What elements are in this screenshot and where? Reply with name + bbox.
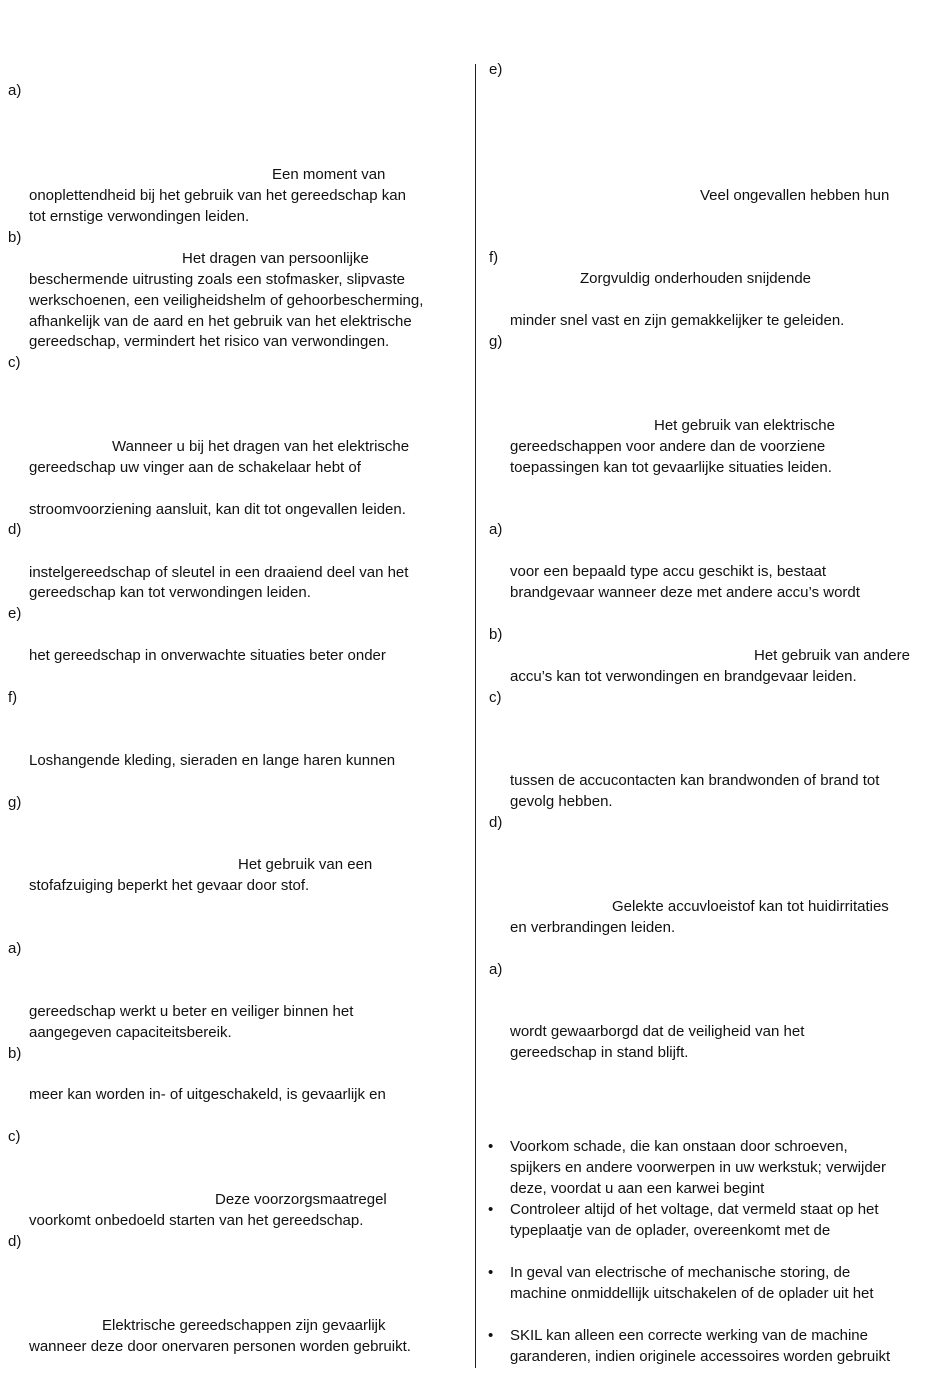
bullet-text-line: deze, voordat u aan een karwei begint xyxy=(510,1180,765,1197)
text-line: wordt gewaarborgd dat de veiligheid van het xyxy=(510,1023,805,1040)
text-line: tussen de accucontacten kan brandwonden of brand tot xyxy=(510,772,880,789)
bullet-icon: • xyxy=(488,1138,494,1155)
text-line: gevolg hebben. xyxy=(510,793,613,810)
text-line: wanneer deze door onervaren personen worden gebruikt. xyxy=(29,1338,411,1355)
text-line: meer kan worden in- of uitgeschakeld, is gevaarlijk en xyxy=(29,1086,386,1103)
text-line: Deze voorzorgsmaatregel xyxy=(215,1191,387,1208)
item-marker: b) xyxy=(8,229,22,246)
bullet-icon: • xyxy=(488,1264,494,1281)
text-line: Een moment van xyxy=(272,166,386,183)
text-line: gereedschap werkt u beter en veiliger binnen het xyxy=(29,1003,354,1020)
text-line: beschermende uitrusting zoals een stofmasker, slipvaste xyxy=(29,271,406,288)
bullet-text-line: SKIL kan alleen een correcte werking van de machine xyxy=(510,1327,868,1344)
text-line: Wanneer u bij het dragen van het elektrische xyxy=(112,438,410,455)
item-marker: g) xyxy=(8,794,22,811)
item-marker: b) xyxy=(8,1045,22,1062)
item-marker: f) xyxy=(489,249,499,266)
item-marker: b) xyxy=(489,626,503,643)
text-line: minder snel vast en zijn gemakkelijker te geleiden. xyxy=(510,312,845,329)
text-line: Elektrische gereedschappen zijn gevaarlijk xyxy=(102,1317,386,1334)
text-line: werkschoenen, een veiligheidshelm of gehoorbescherming, xyxy=(29,292,424,309)
text-line: Zorgvuldig onderhouden snijdende xyxy=(580,270,812,287)
text-line: Het gebruik van een xyxy=(238,856,373,873)
item-marker: d) xyxy=(8,1233,22,1250)
text-line: Veel ongevallen hebben hun xyxy=(700,187,890,204)
item-marker: f) xyxy=(8,689,18,706)
bullet-text-line: Controleer altijd of het voltage, dat vermeld staat op het xyxy=(510,1201,879,1218)
bullet-text-line: spijkers en andere voorwerpen in uw werkstuk; verwijder xyxy=(510,1159,886,1176)
text-line: het gereedschap in onverwachte situaties beter onder xyxy=(29,647,386,664)
column-divider xyxy=(475,64,476,1368)
bullet-text-line: In geval van electrische of mechanische storing, de xyxy=(510,1264,851,1281)
item-marker: e) xyxy=(489,61,503,78)
item-marker: d) xyxy=(489,814,503,831)
text-line: afhankelijk van de aard en het gebruik van het elektrische xyxy=(29,313,412,330)
text-line: gereedschap in stand blijft. xyxy=(510,1044,689,1061)
bullet-text-line: typeplaatje van de oplader, overeenkomt met de xyxy=(510,1222,831,1239)
bullet-icon: • xyxy=(488,1201,494,1218)
text-line: Het gebruik van andere xyxy=(754,647,910,664)
text-line: gereedschap kan tot verwondingen leiden. xyxy=(29,584,311,601)
text-line: gereedschappen voor andere dan de voorziene xyxy=(510,438,826,455)
bullet-text-line: Voorkom schade, die kan onstaan door schroeven, xyxy=(510,1138,848,1155)
text-line: instelgereedschap of sleutel in een draaiend deel van het xyxy=(29,564,409,581)
item-marker: d) xyxy=(8,521,22,538)
text-line: onoplettendheid bij het gebruik van het gereedschap kan xyxy=(29,187,406,204)
text-line: aangegeven capaciteitsbereik. xyxy=(29,1024,232,1041)
item-marker: c) xyxy=(8,1128,21,1145)
text-line: tot ernstige verwondingen leiden. xyxy=(29,208,250,225)
text-line: brandgevaar wanneer deze met andere accu’s wordt xyxy=(510,584,860,601)
bullet-text-line: garanderen, indien originele accessoires worden gebruikt xyxy=(510,1348,891,1365)
item-marker: c) xyxy=(8,354,21,371)
item-marker: c) xyxy=(489,689,502,706)
text-line: toepassingen kan tot gevaarlijke situaties leiden. xyxy=(510,459,832,476)
text-line: voorkomt onbedoeld starten van het gereedschap. xyxy=(29,1212,364,1229)
item-marker: a) xyxy=(489,521,503,538)
text-line: voor een bepaald type accu geschikt is, bestaat xyxy=(510,563,827,580)
text-line: Loshangende kleding, sieraden en lange haren kunnen xyxy=(29,752,396,769)
text-line: stofafzuiging beperkt het gevaar door stof. xyxy=(29,877,310,894)
text-line: accu’s kan tot verwondingen en brandgevaar leiden. xyxy=(510,668,857,685)
bullet-icon: • xyxy=(488,1327,494,1344)
item-marker: g) xyxy=(489,333,503,350)
text-line: stroomvoorziening aansluit, kan dit tot ongevallen leiden. xyxy=(29,501,406,518)
text-line: gereedschap, vermindert het risico van verwondingen. xyxy=(29,333,390,350)
item-marker: e) xyxy=(8,605,22,622)
text-line: Gelekte accuvloeistof kan tot huidirritaties xyxy=(612,898,889,915)
item-marker: a) xyxy=(8,940,22,957)
item-marker: a) xyxy=(489,961,503,978)
text-line: Het dragen van persoonlijke xyxy=(182,250,369,267)
text-line: gereedschap uw vinger aan de schakelaar hebt of xyxy=(29,459,361,476)
item-marker: a) xyxy=(8,82,22,99)
text-line: en verbrandingen leiden. xyxy=(510,919,676,936)
text-line: Het gebruik van elektrische xyxy=(654,417,835,434)
bullet-text-line: machine onmiddellijk uitschakelen of de oplader uit het xyxy=(510,1285,874,1302)
